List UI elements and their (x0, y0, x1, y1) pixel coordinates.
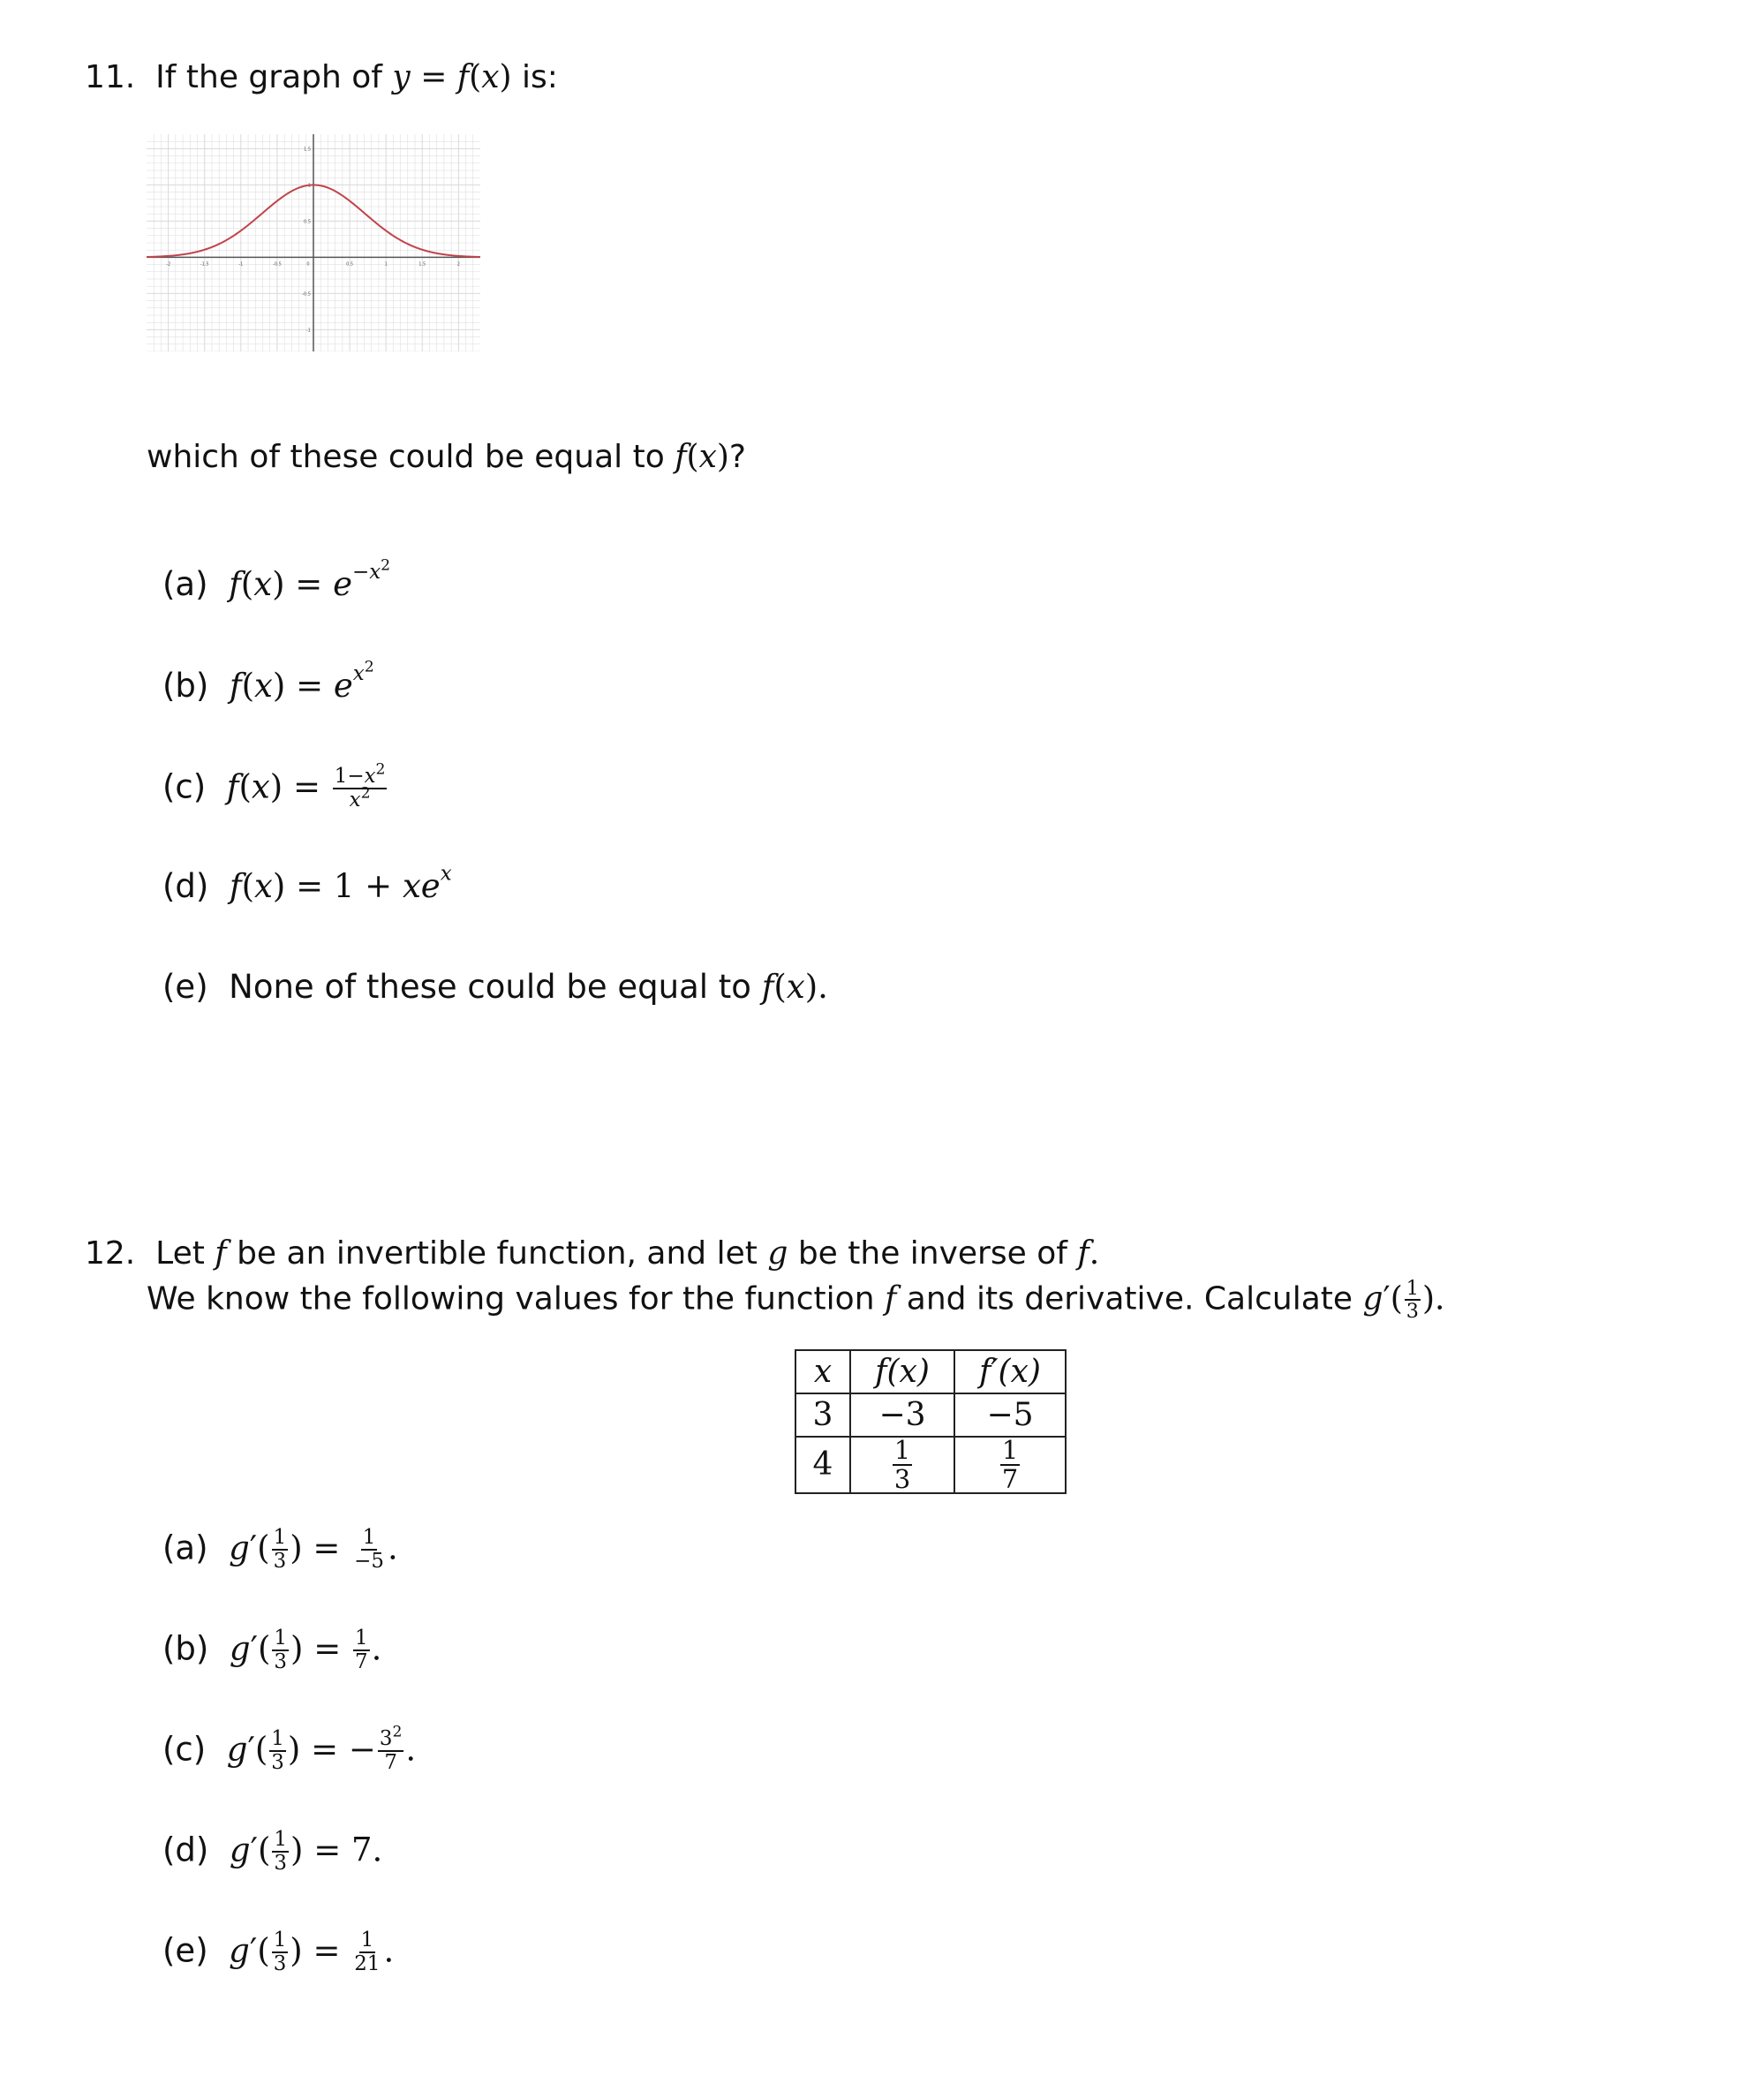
y-tick-label: -1 (306, 328, 311, 334)
table-row (795, 1437, 1066, 1493)
q11-option-e[interactable]: (e) None of these could be equal to f(x). (162, 968, 828, 1006)
y-tick-label: 0.5 (304, 219, 311, 225)
x-tick-label: 0.5 (346, 261, 354, 268)
q12-option-b[interactable]: (b) g′( $\frac{1}{3}$ ) = $\frac{1}{7}$ . (162, 1627, 382, 1673)
q11-option-b[interactable]: (b) $f(x) = e^{x^2}$ (162, 658, 374, 705)
q11-followup: which of these could be equal to f(x)? (147, 439, 747, 475)
x-tick-label: 1 (384, 261, 388, 268)
q12-values-table (795, 1349, 1067, 1494)
q12-option-a[interactable]: (a) g′( $\frac{1}{3}$ ) = $\frac{1}{-5}$ . (162, 1526, 398, 1573)
q12-option-c[interactable]: (c) g′( $\frac{1}{3}$ ) = − $\frac{3^2}{7}$ . (162, 1723, 417, 1774)
q11-option-c[interactable]: (c) f(x) = $\frac{1-x^2}{x^2}$ (162, 760, 386, 812)
table-header-x: x (795, 1350, 850, 1393)
q11-option-a[interactable]: (a) $f(x) = e^{-x^2}$ (162, 556, 391, 603)
q12-prompt-line1: 12. Let f be an invertible function, and let g be the inverse of f. (85, 1235, 1100, 1272)
table-cell: 4 (795, 1437, 850, 1493)
table-cell: −5 (954, 1393, 1066, 1437)
y-tick-label: -0.5 (302, 291, 311, 298)
q11-number: 11. (85, 59, 136, 95)
x-tick-label: 1.5 (418, 261, 426, 268)
table-header-row (795, 1350, 1066, 1393)
graph-y-ticks (302, 147, 311, 333)
q12-option-d[interactable]: (d) g′( $\frac{1}{3}$ ) = 7. (162, 1828, 383, 1875)
table-cell: $\frac{1}{7}$ (954, 1437, 1066, 1493)
q12-prompt-line2: We know the following values for the function f and its derivative. Calculate g′( $\frac{1}{3}$ ). (147, 1277, 1445, 1324)
x-tick-label: -2 (166, 261, 171, 268)
x-tick-label: 0 (306, 261, 310, 268)
x-tick-label: -1.5 (200, 261, 209, 268)
table-header-fx: f(x) (850, 1350, 954, 1393)
y-tick-label: 1 (307, 183, 311, 189)
q11-prompt: 11. If the graph of y = f(x) is: (85, 59, 558, 95)
x-tick-label: 2 (456, 261, 460, 268)
q11-graph (147, 134, 480, 351)
q12-number: 12. (85, 1235, 136, 1272)
table-cell: −3 (850, 1393, 954, 1437)
table-cell: $\frac{1}{3}$ (850, 1437, 954, 1493)
table-row (795, 1393, 1066, 1437)
q12-option-e[interactable]: (e) g′( $\frac{1}{3}$ ) = $\frac{1}{21}$ . (162, 1929, 395, 1975)
x-tick-label: -0.5 (273, 261, 282, 268)
table-header-fpx: f′(x) (954, 1350, 1066, 1393)
y-tick-label: 1.5 (304, 147, 311, 153)
q11-option-d[interactable]: (d) $f(x) = 1 + xe^x$ (162, 862, 452, 905)
table-cell: 3 (795, 1393, 850, 1437)
x-tick-label: -1 (238, 261, 244, 268)
